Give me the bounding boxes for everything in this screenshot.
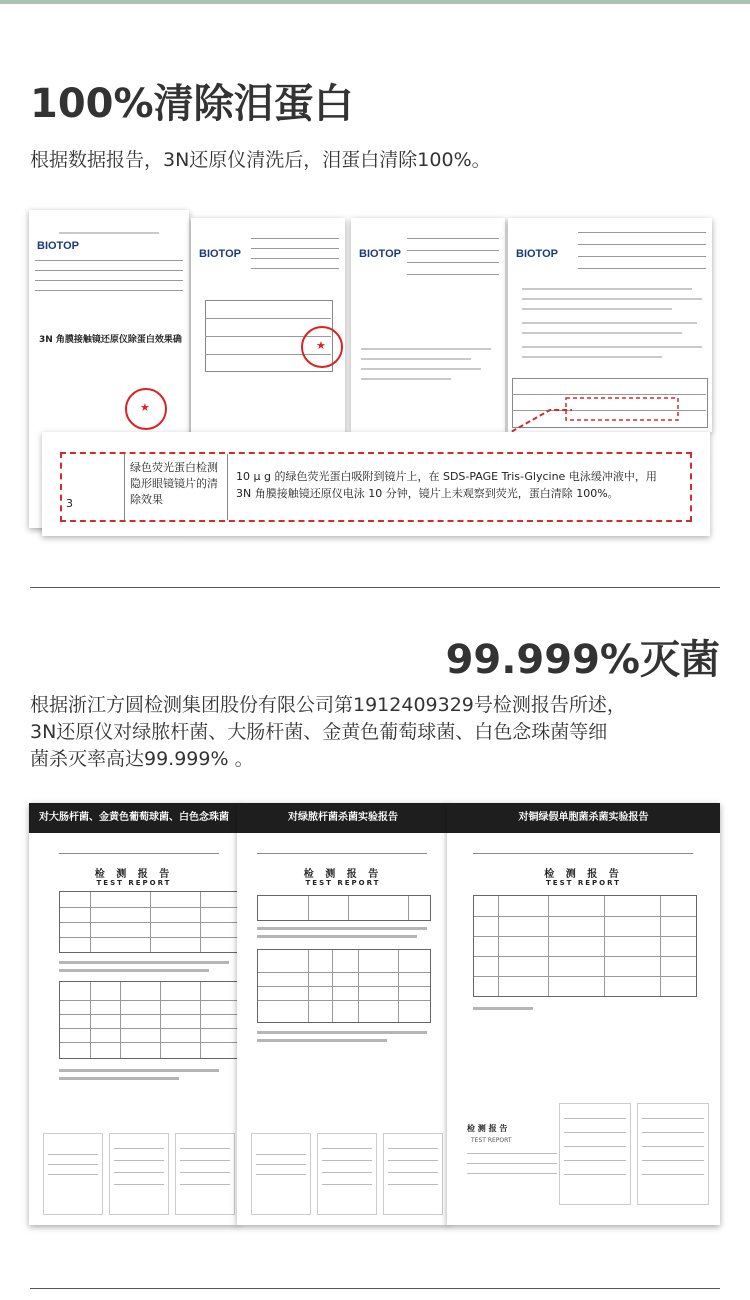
report-panel-1 bbox=[29, 803, 239, 1225]
biotop-logo: BIOTOP bbox=[516, 248, 558, 260]
biotop-logo: BIOTOP bbox=[359, 248, 401, 260]
result-index-cell: 3 bbox=[62, 454, 125, 520]
bottom-divider bbox=[30, 1288, 720, 1289]
section-divider bbox=[30, 587, 720, 588]
report-panel-2 bbox=[237, 803, 449, 1225]
result-item-cell: 绿色荧光蛋白检测隐形眼镜镜片的清除效果 bbox=[124, 454, 228, 520]
panel-report-title: 检 测 报 告 bbox=[303, 869, 383, 880]
panel-header: 对大肠杆菌、金黄色葡萄球菌、白色念珠菌 bbox=[29, 803, 239, 833]
section2-title: 99.999%灭菌 bbox=[445, 637, 720, 683]
section1-description: 根据数据报告，3N还原仪清洗后，泪蛋白清除100%。 bbox=[30, 149, 491, 171]
report-doc-title: 3N 角膜接触镜还原仪除蛋白效果确 bbox=[39, 335, 182, 345]
panel-report-subtitle: TEST REPORT bbox=[96, 879, 172, 887]
panel-report-title: 检 测 报 告 bbox=[544, 869, 623, 880]
zoomed-result-table bbox=[42, 432, 710, 536]
biotop-logo: BIOTOP bbox=[199, 248, 241, 260]
panel-report-subtitle: TEST REPORT bbox=[305, 879, 381, 887]
thumb-report-subtitle: TEST REPORT bbox=[471, 1137, 512, 1144]
section1-title: 100%清除泪蛋白 bbox=[30, 81, 354, 127]
panel-report-subtitle: TEST REPORT bbox=[546, 879, 621, 887]
section2-description: 根据浙江方圆检测集团股份有限公司第1912409329号检测报告所述， 3N还原仪对绿脓杆菌、大肠杆菌、金黄色葡萄球菌、白色念珠菌等细 菌杀灭率高达99.999% 。 bbox=[30, 694, 626, 770]
result-row bbox=[60, 452, 692, 522]
report-panel-3 bbox=[447, 803, 720, 1225]
panel-report-title: 检 测 报 告 bbox=[94, 869, 174, 880]
panel-header: 对铜绿假单胞菌杀菌实验报告 bbox=[447, 803, 720, 833]
red-seal-stamp: ★ bbox=[125, 388, 167, 430]
result-detail-cell: 10 μ g 的绿色荧光蛋白吸附到镜片上，在 SDS-PAGE Tris-Glycine 电泳缓冲液中，用 3N 角膜接触镜还原仪电泳 10 分钟，镜片上未观察到荧光，蛋白清除 100%。 bbox=[236, 470, 657, 500]
panel-header: 对绿脓杆菌杀菌实验报告 bbox=[237, 803, 449, 833]
biotop-logo: BIOTOP bbox=[37, 240, 79, 252]
red-seal-stamp: ★ bbox=[301, 326, 343, 368]
thumb-report-title: 检 测 报 告 bbox=[467, 1124, 508, 1133]
